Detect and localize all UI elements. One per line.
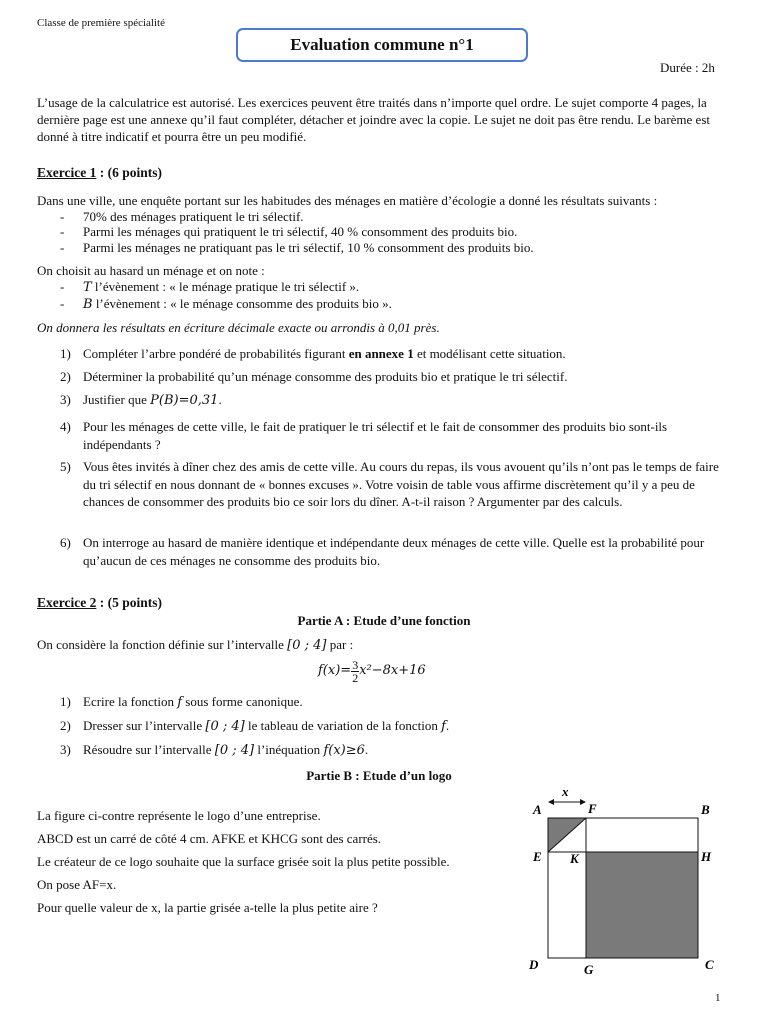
list-item: - Parmi les ménages qui pratiquent le tri sélectif, 40 % consomment des produits bio. — [60, 224, 518, 239]
function-definition: f(x)= $\frac{3}{2}$ x²−8x+16 — [318, 657, 426, 685]
partA-question-2: 2) Dresser sur l’intervalle [0 ; 4] le tableau de variation de la fonction f. — [60, 718, 450, 734]
label-G: G — [584, 962, 594, 977]
exercise2-title: Exercice 2 : (5 points) — [37, 595, 162, 610]
partB-line: ABCD est un carré de côté 4 cm. AFKE et KHCG sont des carrés. — [37, 831, 382, 846]
label-E: E — [533, 849, 542, 864]
label-K: K — [570, 851, 579, 866]
event-item: - B l’évènement : « le ménage consomme des produits bio ». — [60, 296, 392, 312]
label-C: C — [705, 957, 714, 972]
question-2: 2) Déterminer la probabilité qu’un ménage consomme des produits bio et pratique le tri sélectif. — [60, 369, 568, 384]
partA-question-3: 3) Résoudre sur l’intervalle [0 ; 4] l’inéquation f(x)≥6. — [60, 742, 369, 758]
label-F: F — [588, 801, 597, 816]
exercise1-statement: Dans une ville, une enquête portant sur les habitudes des ménages en matière d’écologie a donné les résultats suivants : — [37, 193, 658, 208]
list-item: - 70% des ménages pratiquent le tri sélectif. — [60, 209, 304, 224]
page-title: Evaluation commune n°1 — [236, 28, 528, 62]
label-x: x — [562, 784, 569, 799]
choice-intro: On choisit au hasard un ménage et on note : — [37, 263, 265, 278]
question-6: 6) On interroge au hasard de manière identique et indépendante deux ménages de cette ville. Quelle est la probabilité pour qu’aucun de ces ménages ne consomme des produits bio. — [60, 535, 705, 568]
duration: Durée : 2h — [660, 60, 715, 75]
list-item: - Parmi les ménages ne pratiquant pas le tri sélectif, 10 % consomment des produits bio. — [60, 240, 534, 255]
fraction: $\frac{3}{2}$ — [352, 657, 359, 685]
question-1: 1) Compléter l’arbre pondéré de probabilités figurant en annexe 1 et modélisant cette situation. — [60, 346, 566, 361]
logo-figure — [520, 780, 730, 980]
event-item: - T l’évènement : « le ménage pratique le tri sélectif ». — [60, 279, 360, 295]
question-5: 5) Vous êtes invités à dîner chez des amis de cette ville. Au cours du repas, ils vous avouent qu’ils n’ont pas le temps de faire du tri sélectif en nous donnant de « bonnes excuses ». Votre voisin de table vous affirme discrètement qu’il y a peu de chances de consommer des produits bio ce soir lors du dîner. A-t-il raison ? Argumenter par des calculs. — [60, 459, 719, 509]
partB-line: On pose AF=x. — [37, 877, 117, 892]
partA-title: Partie A : Etude d’une fonction — [297, 613, 471, 628]
partB-line: Le créateur de ce logo souhaite que la surface grisée soit la plus petite possible. — [37, 854, 450, 869]
page-number: 1 — [715, 992, 721, 1004]
label-A: A — [533, 802, 542, 817]
label-B: B — [701, 802, 710, 817]
partB-text — [37, 804, 507, 919]
partB-line: La figure ci-contre représente le logo d’une entreprise. — [37, 808, 321, 823]
class-label: Classe de première spécialité — [37, 17, 165, 29]
partA-intro: On considère la fonction définie sur l’intervalle [0 ; 4] par : — [37, 637, 354, 653]
exercise1-title: Exercice 1 : (6 points) — [37, 165, 162, 180]
arrow-left-icon — [548, 799, 554, 805]
partB-title: Partie B : Etude d’un logo — [306, 768, 452, 783]
intro-paragraph: L’usage de la calculatrice est autorisé. Les exercices peuvent être traités dans n’importe quel ordre. Le sujet comporte 4 pages, la dernière page est une annexe qu’il faut compléter, détacher et joindre avec la copie. Le sujet ne doit pas être rendu. Le barème est donné à titre indicatif et pourra être un peu modifié. — [37, 95, 710, 144]
label-D: D — [529, 957, 539, 972]
question-3: 3) Justifier que P(B)=0,31. — [60, 392, 222, 408]
rounding-note: On donnera les résultats en écriture décimale exacte ou arrondis à 0,01 près. — [37, 320, 440, 335]
label-H: H — [701, 849, 712, 864]
shaded-square — [586, 852, 698, 958]
partB-line: Pour quelle valeur de x, la partie grisée a-telle la plus petite aire ? — [37, 900, 378, 915]
question-4: 4) Pour les ménages de cette ville, le fait de pratiquer le tri sélectif et le fait de consommer des produits bio sont-ils indépendants ? — [60, 419, 668, 452]
partA-question-1: 1) Ecrire la fonction f sous forme canonique. — [60, 694, 303, 710]
arrow-right-icon — [580, 799, 586, 805]
